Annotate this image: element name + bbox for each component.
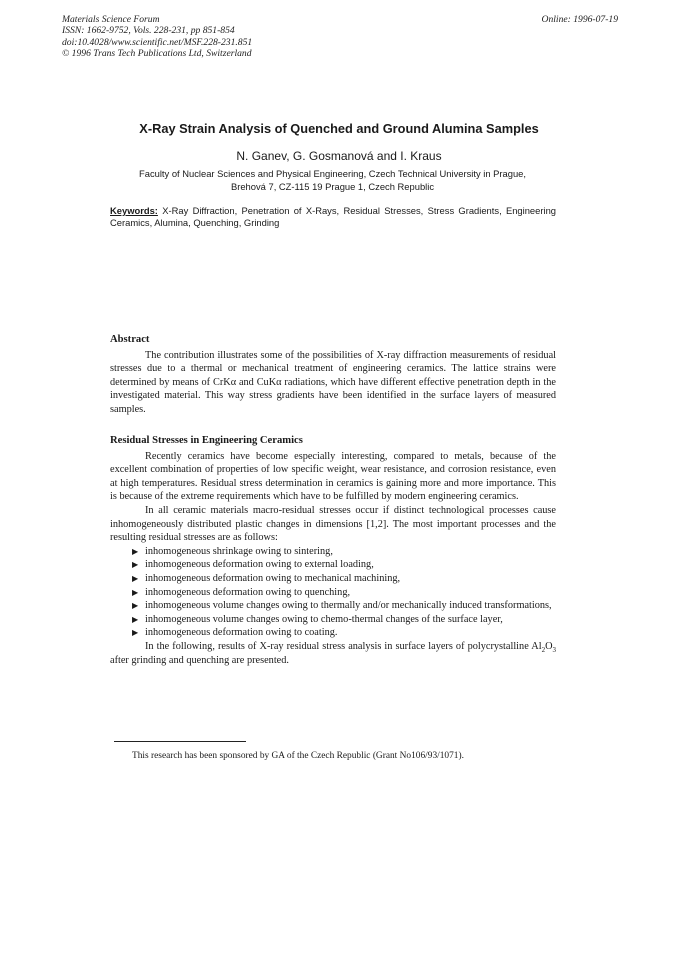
- journal-name: Materials Science Forum: [62, 14, 160, 25]
- residual-stresses-section: [110, 434, 556, 667]
- doi-line: doi:10.4028/www.scientific.net/MSF.228-231.851: [62, 36, 253, 48]
- list-item: ▶ inhomogeneous deformation owing to mechanical machining,: [132, 572, 401, 584]
- journal-header: [62, 14, 252, 60]
- affiliation-line-1: Faculty of Nuclear Sciences and Physical Engineering, Czech Technical University in Prague,: [139, 168, 526, 179]
- bullet-icon: ▶: [132, 587, 139, 597]
- paragraph-1: Recently ceramics have become especially interesting, compared to metals, because of the excellent combination of properties of low specific weight, wear resistance, and corrosion resistance, even at high temperatures. Residual stress determination in ceramics is gaining more and more importance. This is because of the extreme requirements which have to be fulfilled by modern engineering ceramics.: [110, 450, 556, 503]
- footnote-rule: [114, 741, 246, 742]
- list-item: ▶ inhomogeneous deformation owing to quenching,: [132, 586, 351, 598]
- list-item: ▶ inhomogeneous deformation owing to external loading,: [132, 559, 374, 571]
- bullet-icon: ▶: [132, 546, 139, 556]
- bullet-icon: ▶: [132, 573, 139, 583]
- bullet-icon: ▶: [132, 614, 139, 624]
- paragraph-2: In all ceramic materials macro-residual stresses occur if distinct technological processes cause inhomogeneously distributed plastic changes in dimensions [1,2]. The most important processes and the resulting residual stresses are as follows:: [110, 504, 556, 544]
- affiliation-line-2: Brehová 7, CZ-115 19 Prague 1, Czech Republic: [230, 180, 435, 192]
- paragraph-3: In the following, results of X-ray residual stress analysis in surface layers of polycrystalline $Al_2O_3$ after grinding and quenching are presented.: [110, 640, 556, 666]
- bullet-icon: ▶: [132, 560, 139, 570]
- paper-authors: N. Ganev, G. Gosmanová and I. Kraus: [236, 149, 442, 163]
- abstract-section: [110, 333, 556, 417]
- list-item: ▶ inhomogeneous volume changes owing to thermally and/or mechanically induced transformations,: [132, 600, 552, 612]
- abstract-heading: Abstract: [110, 334, 150, 345]
- paper-title: X-Ray Strain Analysis of Quenched and Ground Alumina Samples: [139, 121, 539, 136]
- keywords: [110, 205, 556, 230]
- keywords-text: X-Ray Diffraction, Penetration of X-Rays, Residual Stresses, Stress Gradients, Engineering Ceramics, Alumina, Quenching, Grinding: [110, 205, 556, 229]
- affiliation: [110, 168, 555, 193]
- list-item: ▶ inhomogeneous deformation owing to coating.: [132, 627, 338, 639]
- bullet-icon: ▶: [132, 601, 139, 611]
- issn-line: ISSN: 1662-9752, Vols. 228-231, pp 851-854: [62, 25, 235, 37]
- process-list: [110, 545, 556, 640]
- online-date: Online: 1996-07-19: [541, 14, 618, 25]
- copyright-line: © 1996 Trans Tech Publications Ltd, Switzerland: [62, 48, 252, 60]
- list-item: ▶ inhomogeneous volume changes owing to chemo-thermal changes of the surface layer,: [132, 613, 503, 625]
- keywords-label: Keywords:: [110, 205, 158, 216]
- abstract-text: The contribution illustrates some of the possibilities of X-ray diffraction measurements of residual stresses due to a thermal or mechanical treatment of engineering ceramics. The lattice strains were determined by means of CrKα and CuKα radiations, which have different effective penetration depth in the investigated material. This way stress gradients have been identified in the surface layers of measured samples.: [110, 349, 556, 415]
- section-heading: Residual Stresses in Engineering Ceramics: [110, 435, 303, 446]
- footnote: This research has been sponsored by GA of the Czech Republic (Grant No106/93/1071).: [132, 751, 464, 761]
- bullet-icon: ▶: [132, 628, 139, 638]
- list-item: ▶ inhomogeneous shrinkage owing to sintering,: [132, 545, 333, 557]
